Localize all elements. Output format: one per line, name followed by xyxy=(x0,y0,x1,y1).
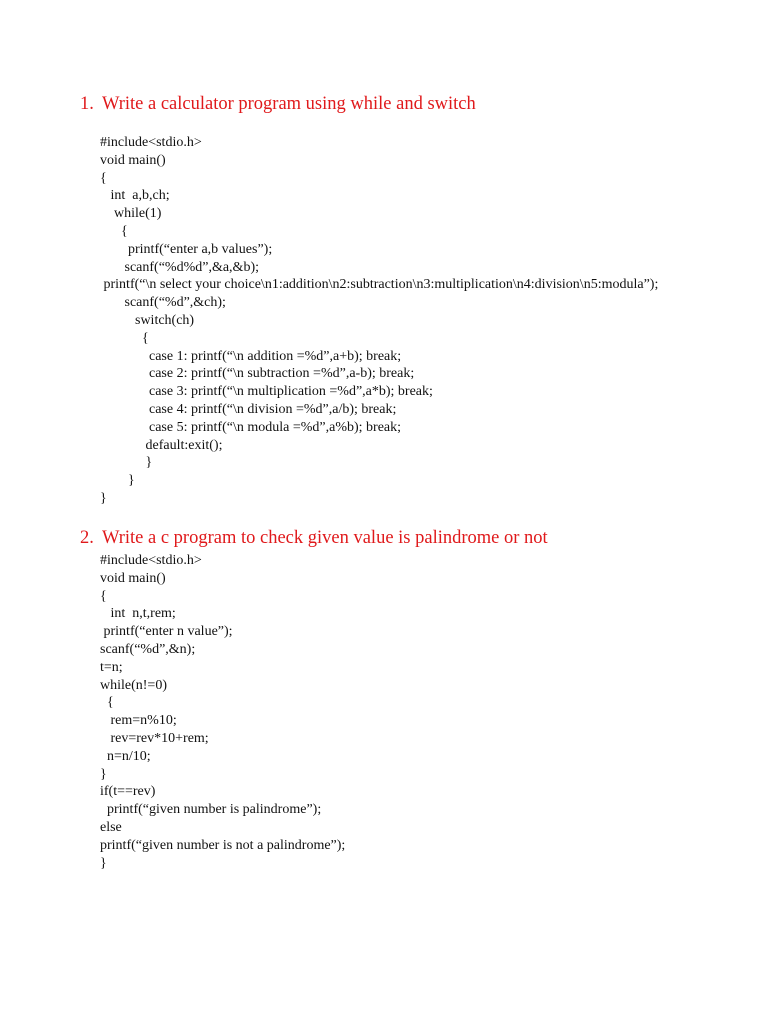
code-line: printf(“\n select your choice\n1:addition\n2:subtraction\n3:multiplication\n4:division\n5:modula”); xyxy=(100,277,659,293)
section-2-number: 2. xyxy=(80,528,94,548)
code-line: printf(“enter n value”); xyxy=(100,624,233,640)
code-line: n=n/10; xyxy=(100,748,151,764)
code-line: case 5: printf(“\n modula =%d”,a%b); break; xyxy=(100,419,402,435)
code-line: } xyxy=(100,473,135,489)
code-line: scanf(“%d”,&n); xyxy=(100,641,196,657)
code-line: scanf(“%d%d”,&a,&b); xyxy=(100,259,259,275)
code-line: { xyxy=(100,170,107,186)
code-line: { xyxy=(100,330,149,346)
code-line: rev=rev*10+rem; xyxy=(100,730,209,746)
code-line: #include<stdio.h> xyxy=(100,135,202,150)
code-line: void main() xyxy=(100,570,166,586)
code-line: } xyxy=(100,455,153,471)
code-line: while(1) xyxy=(100,206,162,222)
code-line: int n,t,rem; xyxy=(100,606,176,622)
code-line: switch(ch) xyxy=(100,312,195,328)
section-1-code-block xyxy=(100,134,658,508)
code-line: { xyxy=(100,223,128,239)
code-line: while(n!=0) xyxy=(100,677,167,693)
code-line: case 2: printf(“\n subtraction =%d”,a-b); break; xyxy=(100,366,415,382)
code-line: int a,b,ch; xyxy=(100,188,170,204)
section-1-title: Write a calculator program using while and switch xyxy=(102,94,476,114)
code-line: t=n; xyxy=(100,659,123,675)
section-2-heading xyxy=(80,528,548,549)
code-line: printf(“given number is not a palindrome”); xyxy=(100,837,346,853)
code-line: if(t==rev) xyxy=(100,784,156,800)
section-2-code-block xyxy=(100,552,345,872)
section-1-number: 1. xyxy=(80,94,94,114)
code-line: } xyxy=(100,855,107,871)
code-line: default:exit(); xyxy=(100,437,223,453)
code-line: else xyxy=(100,819,122,835)
code-line: #include<stdio.h> xyxy=(100,553,202,568)
section-2-title: Write a c program to check given value is palindrome or not xyxy=(102,528,548,548)
code-line: printf(“given number is palindrome”); xyxy=(100,802,322,818)
code-line: scanf(“%d”,&ch); xyxy=(100,295,226,311)
code-line: case 4: printf(“\n division =%d”,a/b); break; xyxy=(100,401,397,417)
code-line: case 1: printf(“\n addition =%d”,a+b); break; xyxy=(100,348,402,364)
code-line: printf(“enter a,b values”); xyxy=(100,241,273,257)
code-line: { xyxy=(100,588,107,604)
section-1-heading xyxy=(80,94,476,115)
code-line: void main() xyxy=(100,152,166,168)
code-line: } xyxy=(100,490,107,506)
code-line: { xyxy=(100,695,114,711)
code-line: case 3: printf(“\n multiplication =%d”,a*b); break; xyxy=(100,384,433,400)
code-line: } xyxy=(100,766,107,782)
code-line: rem=n%10; xyxy=(100,713,177,729)
